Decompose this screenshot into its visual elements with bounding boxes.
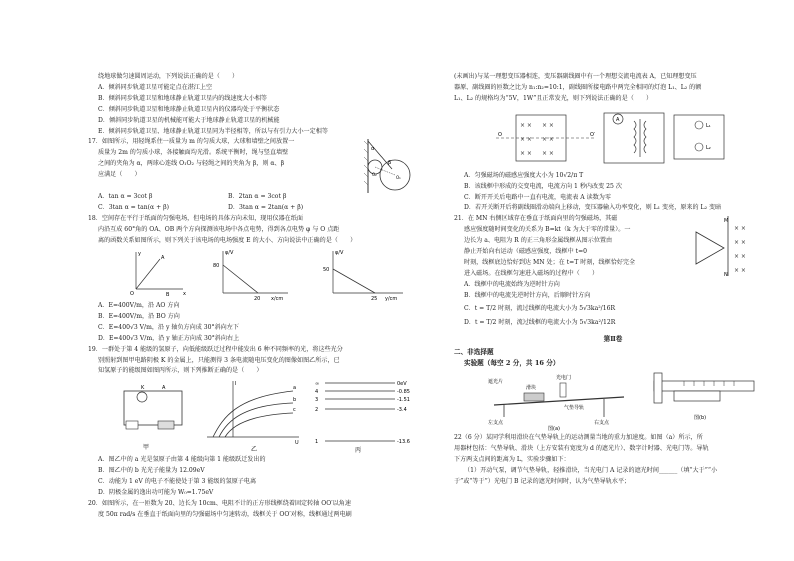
figure-caption: 乙 xyxy=(251,446,258,454)
svg-text:α: α xyxy=(371,146,375,153)
svg-text:× ×: × × xyxy=(542,135,554,143)
question-18 xyxy=(88,214,433,247)
text-line: (未画出)与某一理想变压器相连，变压器副线圈中有一个理想交流电流表 A，已知理想变压 xyxy=(454,73,697,80)
option-d: D．E=400√3 V/m，沿 y 轴正方向成 30°斜向右上 xyxy=(98,334,240,342)
figure-caption: 丙 xyxy=(355,447,362,455)
svg-text:y: y xyxy=(138,250,141,257)
question-19 xyxy=(88,345,433,378)
q18-figures xyxy=(88,247,433,301)
level-energy: -1.51 xyxy=(397,397,410,404)
option-b: B．该线框中形成的交变电流，电流方向 1 秒内改变 25 次 xyxy=(464,182,622,190)
generator-transformer-figure xyxy=(494,107,734,169)
option-c: C．t = T/2 时刻，流过线框的电流大小为 5√3ka²/16R xyxy=(464,305,616,313)
option-a: A．图乙中的 a 光是氢原子由第 4 能级向第 1 能级跃迁发出的 xyxy=(98,456,266,464)
energy-level-diagram xyxy=(313,377,423,455)
q19-figures xyxy=(88,377,433,455)
svg-text:K: K xyxy=(141,385,145,392)
svg-text:O₂: O₂ xyxy=(372,172,377,178)
option-e: E．倾斜同步轨道卫星、地球静止轨道卫星同为半径相等，所以与有引力大小一定相等 xyxy=(98,127,328,135)
question-20 xyxy=(88,499,433,521)
svg-text:a: a xyxy=(293,385,297,392)
text-line: （1）开动气泵，调节气垫导轨，轻推滑块，当光电门 A 记录的遮光时间______（填“大于”“小 xyxy=(464,466,718,474)
svg-text:I: I xyxy=(235,381,237,388)
label-slider: 滑块 xyxy=(526,384,537,391)
option-a: A．tan α = 3cot β xyxy=(98,193,153,201)
option-d: D．阴极金属的逸出功可能为 W₀=1.75eV xyxy=(98,489,214,497)
q19-options xyxy=(88,455,433,499)
svg-text:× ×: × × xyxy=(734,253,746,261)
text-line: 边长为 a、电阻为 R 的正三角形金属线框从图示位置由 xyxy=(464,237,613,245)
photoelectric-circuit-figure xyxy=(118,381,190,453)
svg-text:× ×: × × xyxy=(520,149,532,157)
level-n: 1 xyxy=(315,439,319,446)
option-d: D．若开关断开后将副线圈滑动端向上移动，变压器输入功率变化，则 L₁ 变亮，原来的 L₂ 变暗 xyxy=(464,204,722,212)
text-line: 绕地球做匀速圆周运动，下列说法正确的是（ ） xyxy=(98,73,239,80)
label-track: 气垫导轨 xyxy=(564,404,585,411)
q18-options xyxy=(88,301,433,345)
svg-text:× ×: × × xyxy=(734,239,746,247)
x-tick: 20 xyxy=(254,295,261,301)
x-tick: 25 xyxy=(371,295,378,301)
question-22 xyxy=(454,433,772,488)
sub-heading: 实验题（每空 2 分，共 16 分） xyxy=(464,358,560,367)
svg-text:M: M xyxy=(724,218,729,225)
text-line: 用器材包括：气垫导轨、滑块（上方安装有宽度为 d 的遮光片）、数字计时器、光电门等。导轨 xyxy=(454,444,709,452)
option-c: C．断开开关后电路中一直有电流，电流表 A 读数为零 xyxy=(464,193,611,201)
x-axis-label: y/cm xyxy=(385,295,398,301)
text-line: 于”或“等于”）光电门 B 记录的遮光时间时，认为气垫导轨水平； xyxy=(454,477,631,485)
svg-text:× ×: × × xyxy=(542,149,554,157)
text-line: 器原、副线圈的匝数之比为 n₁:n₂=10:1，副线圈所接电路中两完全相同的灯泡 L₁、L₂ 的额 xyxy=(454,83,702,91)
option-b: B．2tan α = 3cot β xyxy=(228,193,287,201)
option-d: D．倾斜同步轨道卫星的机械能可能大于地球静止轨道卫星的机械能 xyxy=(98,116,280,124)
level-energy: -13.6 xyxy=(397,439,410,446)
figure-caption: 甲 xyxy=(143,444,150,452)
option-a: A．倾斜同步轨道卫星可能定点在湛江上空 xyxy=(98,83,213,91)
text-line: 之间的夹角为 α，两球心连线 O₁O₂ 与轻绳之间的夹角为 β，则 α、β xyxy=(98,160,285,168)
option-b: B．倾斜同步轨道卫星和地球静止轨道卫星内的线速度大小相等 xyxy=(98,94,268,102)
svg-text:B: B xyxy=(166,291,170,298)
level-n: 3 xyxy=(315,397,319,404)
label-left-bracket: 左支点 xyxy=(488,419,504,426)
question-17 xyxy=(88,137,433,192)
wall-balls-figure xyxy=(358,137,418,195)
text-line: 应满足（ ） xyxy=(98,171,141,179)
text-line: 时刻，线框底边恰好到达 MN 处；在 t=T 时刻，线框恰好完全 xyxy=(464,258,636,266)
svg-text:A: A xyxy=(162,385,166,392)
oab-axes-figure xyxy=(128,249,188,299)
svg-text:A: A xyxy=(161,254,165,261)
q20-options xyxy=(454,171,772,215)
text-line: 17．如图所示，用轻绳系住一质量为 m 的匀质大球，大球和墙壁之间放置一 xyxy=(88,138,295,146)
svg-text:A: A xyxy=(616,116,620,123)
q20-figure xyxy=(454,105,772,171)
text-line: L₁、L₂ 的规格均为“5V，1W”且正常发光，则下列说法正确的是（ ） xyxy=(454,94,653,102)
text-line: 下方两支点间的距离为 L，实验步骤如下： xyxy=(454,455,570,463)
text-line: 18．空间存在平行于纸面的匀强电场，但电场的具体方向未知，现用仪器在纸面 xyxy=(88,215,303,223)
option-b: B．线框中的电流先逆时针方向，后顺时针方向 xyxy=(464,292,591,300)
figure-caption: 图(b) xyxy=(694,414,707,421)
svg-text:N: N xyxy=(724,272,728,279)
option-c: C．3tan α = tan(α + β) xyxy=(98,204,170,212)
left-column xyxy=(88,72,433,521)
triangle-field-figure xyxy=(688,214,768,278)
level-energy: -3.4 xyxy=(397,407,407,414)
level-energy: -0.85 xyxy=(397,389,410,396)
text-line: 离的函数关系如图所示，则下列关于该电场的电场强度 E 的大小、方向说法中正确的是（ ） xyxy=(98,237,357,245)
section-heading: 二、非选择题 xyxy=(454,348,494,357)
phi-x-graph xyxy=(203,247,293,301)
level-n: 4 xyxy=(315,389,319,396)
figure-caption: 图(a) xyxy=(548,425,560,431)
label-right-bracket: 右支点 xyxy=(594,419,610,426)
y-axis-label: φ/V xyxy=(225,249,234,256)
text-line: 19．一群处于第 4 能级的氢原子，向低能级跃迁过程中能发出 6 种不同频率的光，将这些光分 xyxy=(88,345,343,353)
part-2-title: 第Ⅱ卷 xyxy=(603,335,623,344)
phi-y-graph xyxy=(313,247,408,301)
svg-text:× ×: × × xyxy=(734,225,746,233)
right-column xyxy=(454,72,772,487)
svg-text:O: O xyxy=(498,131,502,138)
svg-text:O: O xyxy=(130,290,134,297)
svg-text:× ×: × × xyxy=(734,267,746,275)
q17-options xyxy=(88,192,433,214)
svg-text:O′: O′ xyxy=(590,131,596,138)
option-a: A．线框中的电流始终为逆时针方向 xyxy=(464,281,560,289)
y-tick: 80 xyxy=(213,262,220,269)
svg-text:× ×: × × xyxy=(520,121,532,129)
svg-text:c: c xyxy=(293,407,296,414)
text-line: 内沿互成 60°角的 OA、OB 两个方向探测该电场中各点电势，得到各点电势 φ 与 O 点距 xyxy=(98,226,340,234)
q22-figures xyxy=(454,369,772,433)
option-b: B．图乙中的 b 光光子能量为 12.09eV xyxy=(98,467,205,475)
text-line: 进入磁场。在线框匀速进入磁场的过程中（ ） xyxy=(464,269,599,277)
air-track-figure xyxy=(484,369,634,431)
text-line: 别照射到图甲电路阴极 K 的金属上，只能测得 3 条电流随电压变化的图像如图乙所示，已 xyxy=(98,356,340,364)
level-energy: 0eV xyxy=(397,381,407,388)
text-line: 20．如图所示，在一匝数为 20、边长为 10cm、电阻不计的正方形线框绕着固定转轴 OO′以角速 xyxy=(88,499,351,507)
text-line: 知氢原子的能级图如图丙所示，则下列推断正确的是（ ） xyxy=(98,367,263,375)
text-line: 度 50π rad/s 在垂直于纸面向里的匀强磁场中匀速转动，线框关于 OO′对称，线框通过两电刷 xyxy=(98,510,352,518)
text-line: 22（6 分）某同学利用滑块在气垫导轨上的运动测量当地的重力加速度。如图（a）所示，所 xyxy=(454,433,703,441)
current-voltage-graph xyxy=(203,377,303,455)
q20-continued xyxy=(454,72,772,105)
y-tick: 50 xyxy=(323,266,330,273)
option-b: B．E=400V/m，沿 BO 方向 xyxy=(98,312,180,320)
svg-text:x: x xyxy=(183,290,186,297)
svg-text:× ×: × × xyxy=(542,121,554,129)
svg-text:b: b xyxy=(293,397,297,404)
text-line: 21．在 MN 右侧区域存在垂直于纸面向里的匀强磁场，其磁 xyxy=(454,215,618,223)
label-gate: 光电门 xyxy=(556,374,572,381)
option-c: C．E=400√3 V/m，沿 y 轴负方向成 30°斜向左下 xyxy=(98,323,239,331)
label-shade: 遮光片 xyxy=(488,378,504,385)
level-n: 2 xyxy=(315,407,319,414)
svg-text:× ×: × × xyxy=(520,135,532,143)
option-a: A．E=400V/m，沿 AO 方向 xyxy=(98,301,180,309)
option-d: D．3tan α = 2tan(α + β) xyxy=(228,204,304,212)
svg-text:O₁: O₁ xyxy=(396,175,401,181)
vernier-caliper-figure xyxy=(644,369,764,431)
text-line: 质量为 2m 的匀质小球，各接触面均光滑。系统平衡时，绳与竖直墙壁 xyxy=(98,149,289,157)
option-c: C．倾斜同步轨道卫星和地球静止轨道卫星内的仪器均处于平衡状态 xyxy=(98,105,280,113)
x-axis-label: x/cm xyxy=(271,295,284,301)
question-21 xyxy=(454,214,772,280)
svg-text:L₂: L₂ xyxy=(706,144,711,151)
text-line: 感应强度随时间变化的关系为 B=kt（k 为大于零的常量）。一 xyxy=(464,226,631,234)
svg-text:U: U xyxy=(295,440,299,447)
level-n: ∞ xyxy=(315,381,320,388)
text-line: 静止开始向右运动（磁感应强度，线框中 t=0 xyxy=(464,248,588,256)
svg-text:L₁: L₁ xyxy=(706,122,711,129)
option-d: D．t = T/2 时刻，流过线框的电流大小为 5√3ka²/12R xyxy=(464,319,616,327)
q21-options xyxy=(454,280,772,330)
q16-tail xyxy=(88,72,433,137)
svg-text:β: β xyxy=(388,160,392,167)
option-a: A．匀强磁场的磁感应强度大小为 10√2/π T xyxy=(464,171,584,179)
option-c: C．动能为 1 eV 的电子不能使处于第 3 能级的氢原子电离 xyxy=(98,478,257,486)
y-axis-label: φ/V xyxy=(335,249,344,256)
